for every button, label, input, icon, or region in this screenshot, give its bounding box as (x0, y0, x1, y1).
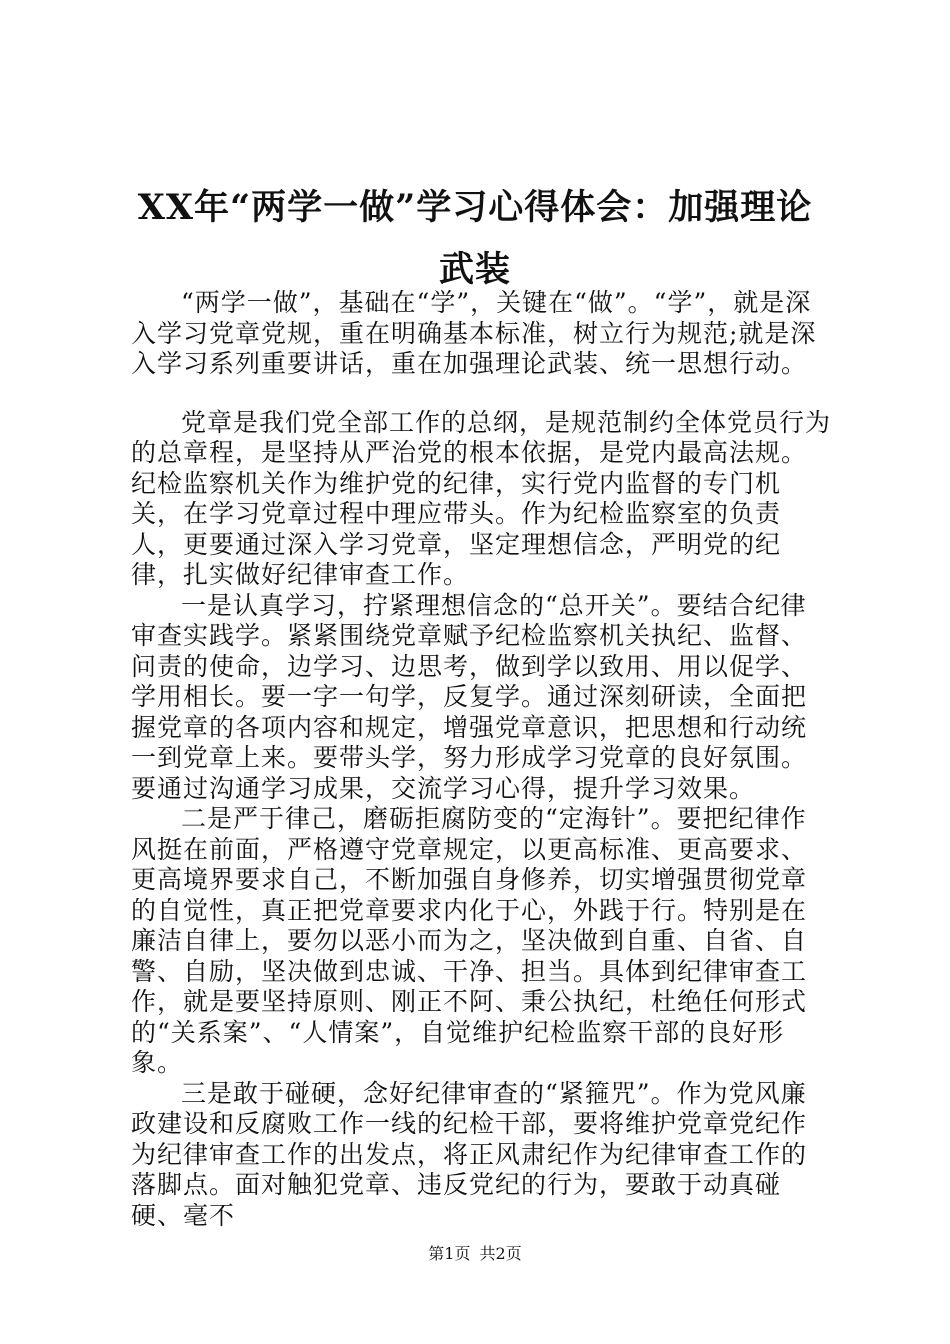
document-body (131, 288, 831, 1231)
paragraph: 二是严于律己，磨砺拒腐防变的“定海针”。要把纪律作风挺在前面，严格遵守党章规定，以更高标准、更高要求、更高境界要求自己，不断加强自身修养，切实增强贯彻党章的自觉性，真正把党章要求内化于心，外践于行。特别是在廉洁自律上，要勿以恶小而为之，坚决做到自重、自省、自警、自励，坚决做到忠诚、干净、担当。具体到纪律审查工作，就是要坚持原则、刚正不阿、秉公执纪，杜绝任何形式的“关系案”、“人情案”，自觉维护纪检监察干部的良好形象。 (131, 804, 808, 1077)
paragraph: 三是敢于碰硬，念好纪律审查的“紧箍咒”。作为党风廉政建设和反腐败工作一线的纪检干部，要将维护党章党纪作为纪律审查工作的出发点，将正风肃纪作为纪律审查工作的落脚点。面对触犯党章、违反党纪的行为，要敢于动真碰硬、毫不 (131, 1078, 808, 1230)
document-title-line-2: 武装 (438, 249, 511, 290)
paragraph: 一是认真学习，拧紧理想信念的“总开关”。要结合纪律审查实践学。紧紧围绕党章赋予纪检监察机关执纪、监督、问责的使命，边学习、边思考，做到学以致用、用以促学、学用相长。要一字一句学，反复学。通过深刻研读，全面把握党章的各项内容和规定，增强党章意识，把思想和行动统一到党章上来。要带头学，努力形成学习党章的良好氛围。要通过沟通学习成果，交流学习心得，提升学习效果。 (131, 590, 808, 803)
page-total: 共2页 (479, 1244, 522, 1263)
page-footer (0, 1244, 950, 1264)
page-number: 第1页 (428, 1244, 471, 1263)
paragraph: “两学一做”，基础在“学”，关键在“做”。“学”，就是深入学习党章党规，重在明确基本标准，树立行为规范;就是深入学习系列重要讲话，重在加强理论武装、统一思想行动。 (131, 288, 817, 378)
document-title-line-1: XX年“两学一做”学习心得体会：加强理论 (137, 187, 813, 228)
paragraph: 党章是我们党全部工作的总纲，是规范制约全体党员行为的总章程，是坚持从严治党的根本依据，是党内最高法规。纪检监察机关作为维护党的纪律，实行党内监督的专门机关，在学习党章过程中理应带头。作为纪检监察室的负责人，更要通过深入学习党章，坚定理想信念，严明党的纪律，扎实做好纪律审查工作。 (131, 407, 832, 589)
